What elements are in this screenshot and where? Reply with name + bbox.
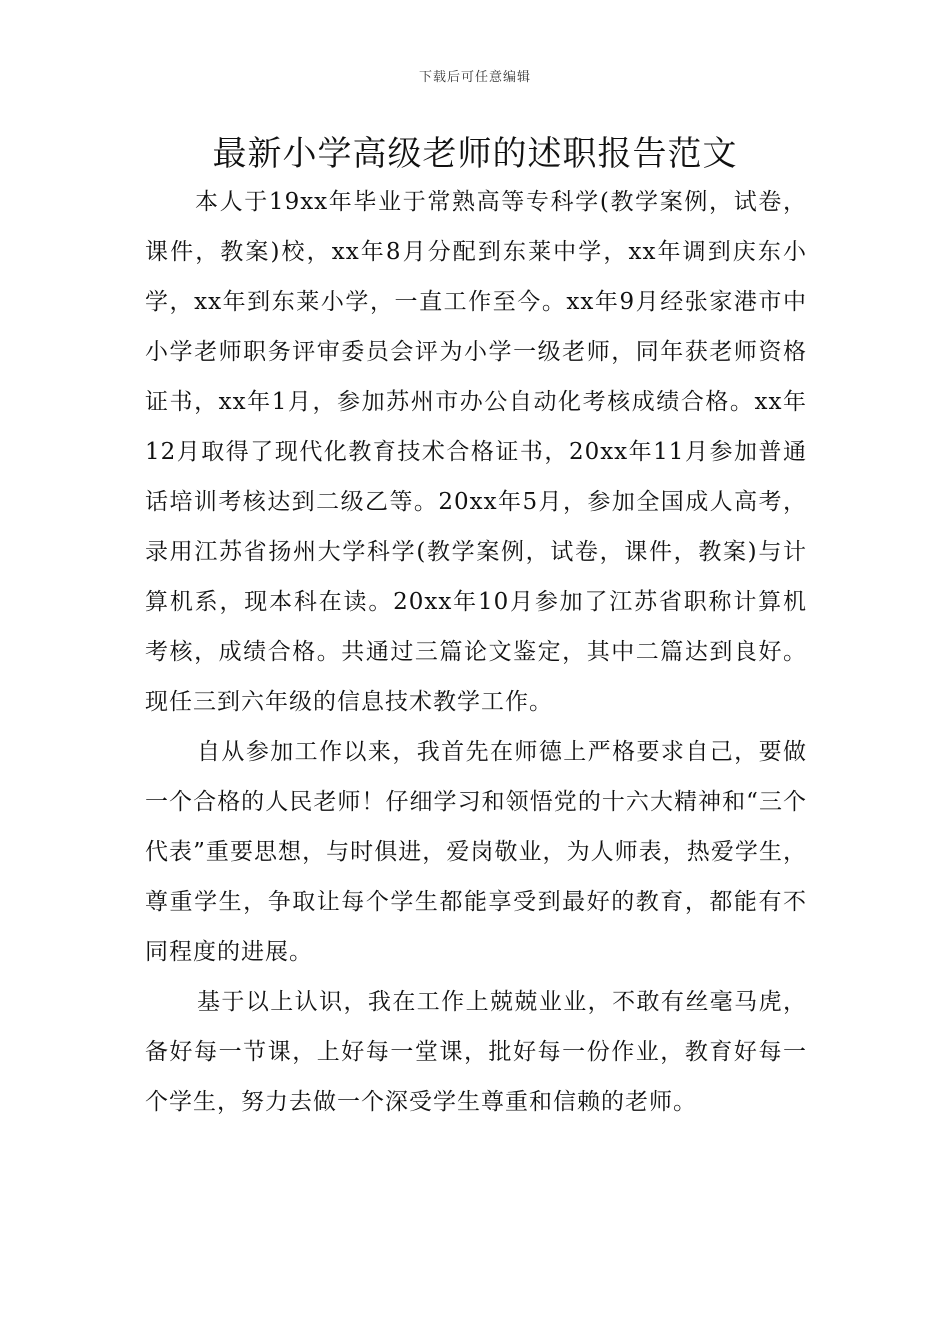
paragraph-2: 自从参加工作以来，我首先在师德上严格要求自己，要做一个合格的人民老师！仔细学习和领悟党的十六大精神和“三个代表”重要思想，与时俱进，爱岗敬业，为人师表，热爱学生，尊重学生，争取让每个学生都能享受到最好的教育，都能有不同程度的进展。 xyxy=(145,739,807,965)
paragraph-3: 基于以上认识，我在工作上兢兢业业，不敢有丝毫马虎，备好每一节课，上好每一堂课，批好每一份作业，教育好每一个学生，努力去做一个深受学生尊重和信赖的老师。 xyxy=(145,989,807,1115)
paragraph-1: 本人于19xx年毕业于常熟高等专科学(教学案例，试卷，课件，教案)校，xx年8月分配到东莱中学，xx年调到庆东小学，xx年到东莱小学，一直工作至今。xx年9月经张家港市中小学老师职务评审委员会评为小学一级老师，同年获老师资格证书，xx年1月，参加苏州市办公自动化考核成绩合格。xx年12月取得了现代化教育技术合格证书，20xx年11月参加普通话培训考核达到二级乙等。20xx年5月，参加全国成人高考，录用江苏省扬州大学科学(教学案例，试卷，课件，教案)与计算机系，现本科在读。20xx年10月参加了江苏省职称计算机考核，成绩合格。共通过三篇论文鉴定，其中二篇达到良好。现任三到六年级的信息技术教学工作。 xyxy=(145,189,807,715)
document-title: 最新小学高级老师的述职报告范文 xyxy=(212,134,738,174)
page-header-note: 下载后可任意编辑 xyxy=(418,70,531,85)
document-body xyxy=(145,177,807,1127)
